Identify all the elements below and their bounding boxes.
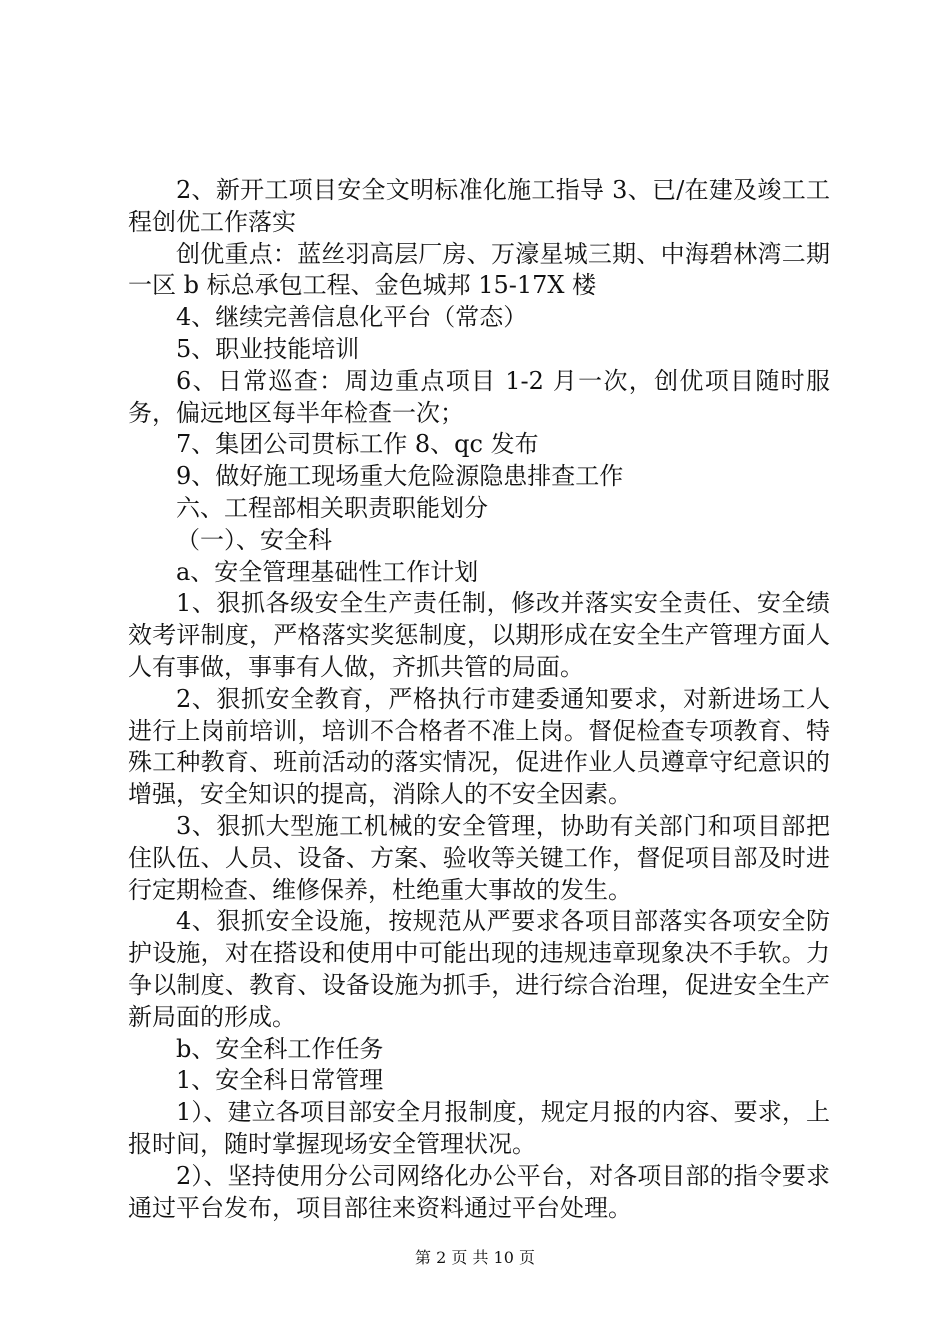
paragraph: 2）、坚持使用分公司网络化办公平台，对各项目部的指令要求通过平台发布，项目部往来资料通过平台处理。 xyxy=(128,1161,830,1222)
paragraph: 4、狠抓安全设施，按规范从严要求各项目部落实各项安全防护设施，对在搭设和使用中可能出现的违规违章现象决不手软。力争以制度、教育、设备设施为抓手，进行综合治理，促进安全生产新局面的形成。 xyxy=(128,907,830,1031)
paragraph: 9、做好施工现场重大危险源隐患排查工作 xyxy=(176,462,624,491)
paragraph: a、安全管理基础性工作计划 xyxy=(176,557,479,586)
paragraph: 创优重点：蓝丝羽高层厂房、万濠星城三期、中海碧林湾二期一区 b 标总承包工程、金色城邦 15-17X 楼 xyxy=(128,239,830,300)
paragraph: 2、狠抓安全教育，严格执行市建委通知要求，对新进场工人进行上岗前培训，培训不合格者不准上岗。督促检查专项教育、特殊工种教育、班前活动的落实情况，促进作业人员遵章守纪意识的增强，安全知识的提高，消除人的不安全因素。 xyxy=(128,684,830,809)
page-number: 第 2 页 共 10 页 xyxy=(415,1248,535,1267)
subsection-heading: （一）、安全科 xyxy=(176,525,332,554)
paragraph: 2、新开工项目安全文明标准化施工指导 3、已/在建及竣工工程创优工作落实 xyxy=(128,176,830,236)
paragraph: 7、集团公司贯标工作 8、qc 发布 xyxy=(176,430,539,459)
paragraph: 3、狠抓大型施工机械的安全管理，协助有关部门和项目部把住队伍、人员、设备、方案、验收等关键工作，督促项目部及时进行定期检查、维修保养，杜绝重大事故的发生。 xyxy=(128,811,830,904)
paragraph: 1、安全科日常管理 xyxy=(176,1066,384,1095)
section-heading: 六、工程部相关职责职能划分 xyxy=(176,493,488,522)
document-body xyxy=(128,175,830,1224)
page-footer xyxy=(0,1245,950,1268)
paragraph: 1、狠抓各级安全生产责任制，修改并落实安全责任、安全绩效考评制度，严格落实奖惩制度，以期形成在安全生产管理方面人人有事做，事事有人做，齐抓共管的局面。 xyxy=(128,589,830,681)
paragraph: 4、继续完善信息化平台（常态） xyxy=(176,303,528,332)
paragraph: 5、职业技能培训 xyxy=(176,334,360,363)
paragraph: 1）、建立各项目部安全月报制度，规定月报的内容、要求，上报时间，随时掌握现场安全管理状况。 xyxy=(128,1098,830,1158)
paragraph: 6、日常巡查：周边重点项目 1-2 月一次，创优项目随时服务，偏远地区每半年检查一次； xyxy=(128,366,830,427)
paragraph: b、安全科工作任务 xyxy=(176,1034,384,1063)
